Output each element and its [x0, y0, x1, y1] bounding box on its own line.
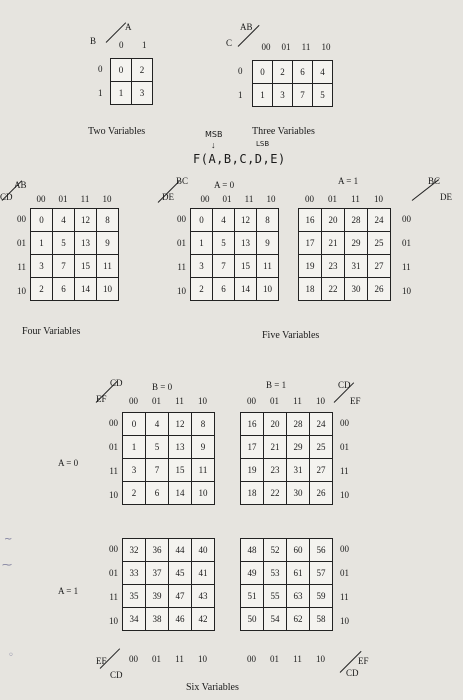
six-var-row-header: 10	[109, 616, 118, 626]
kmap-cell: 12	[75, 209, 97, 232]
msb-annotation: MSB	[205, 130, 223, 139]
kmap-cell: 6	[53, 278, 75, 301]
six-var-col-header: 01	[270, 396, 279, 406]
six-var-right-variable: EF	[350, 396, 361, 406]
five-var-row-header: 11	[177, 262, 186, 272]
kmap-cell: 22	[264, 482, 287, 505]
kmap-cell: 3	[191, 255, 213, 278]
margin-scribble-mark: ⁓	[2, 560, 12, 571]
kmap-cell: 2	[191, 278, 213, 301]
six-var-row-header: 01	[109, 442, 118, 452]
six-var-a0-label: A = 0	[58, 458, 79, 468]
six-var-bottom-left-col-variable: CD	[110, 670, 123, 680]
six-var-col-header: 01	[152, 654, 161, 664]
five-var-row-header: 10	[177, 286, 186, 296]
kmap-cell: 5	[313, 84, 333, 107]
kmap-cell: 43	[192, 585, 215, 608]
kmap-cell: 13	[169, 436, 192, 459]
five-var-col-header: 10	[266, 194, 276, 204]
six-var-bottom-left-row-variable: EF	[96, 656, 107, 666]
six-var-top-left-variable: CD	[110, 378, 123, 388]
six-var-a1-label: A = 1	[58, 586, 79, 596]
six-var-row-header: 00	[109, 544, 118, 554]
six-var-col-header: 11	[175, 654, 184, 664]
five-var-col-header: 11	[244, 194, 254, 204]
kmap-cell: 42	[192, 608, 215, 631]
kmap-cell: 8	[97, 209, 119, 232]
six-var-col-header: 11	[175, 396, 184, 406]
six-var-row-header-right: 00	[340, 418, 349, 428]
kmap-cell: 0	[111, 59, 132, 82]
kmap-cell: 26	[368, 278, 391, 301]
kmap-cell: 63	[287, 585, 310, 608]
kmap-cell: 5	[146, 436, 169, 459]
six-var-col-header: 10	[198, 654, 207, 664]
kmap-cell: 14	[169, 482, 192, 505]
six-var-col-header: 01	[152, 396, 161, 406]
kmap-cell: 9	[97, 232, 119, 255]
three-var-left-variable: C	[226, 38, 233, 48]
six-var-bottom-right-row-variable: EF	[358, 656, 369, 666]
five-var-right-side-variable: DE	[440, 192, 452, 202]
kmap-cell: 23	[264, 459, 287, 482]
kmap-cell: 15	[169, 459, 192, 482]
kmap-cell: 34	[123, 608, 146, 631]
two-variable-kmap	[80, 22, 170, 142]
kmap-cell: 2	[123, 482, 146, 505]
six-var-col-header: 10	[316, 654, 325, 664]
kmap-cell: 1	[123, 436, 146, 459]
kmap-cell: 0	[253, 61, 273, 84]
five-var-row-header-right: 11	[402, 262, 411, 272]
five-variable-kmap	[150, 172, 463, 348]
kmap-cell: 13	[75, 232, 97, 255]
five-var-caption: Five Variables	[262, 330, 320, 341]
msb-arrow-icon: ↓	[211, 140, 216, 150]
kmap-cell: 3	[31, 255, 53, 278]
four-var-row-header: 11	[17, 262, 26, 272]
kmap-cell: 27	[310, 459, 333, 482]
kmap-cell: 21	[322, 232, 345, 255]
kmap-cell: 22	[322, 278, 345, 301]
kmap-cell: 37	[146, 562, 169, 585]
six-var-left-variable: EF	[96, 394, 107, 404]
six-var-row-header: 11	[109, 466, 118, 476]
six-var-bottom-right-col-variable: CD	[346, 668, 359, 678]
six-var-row-header-right: 11	[340, 592, 349, 602]
kmap-cell: 6	[293, 61, 313, 84]
function-expression: F(A,B,C,D,E)	[193, 152, 286, 166]
five-var-left-grid	[190, 208, 279, 301]
kmap-cell: 16	[299, 209, 322, 232]
three-var-col-header: 10	[321, 42, 331, 52]
four-var-row-header: 10	[17, 286, 26, 296]
kmap-cell: 8	[257, 209, 279, 232]
six-var-row-header: 00	[109, 418, 118, 428]
two-var-col-header: 1	[142, 40, 147, 50]
kmap-cell: 38	[146, 608, 169, 631]
kmap-cell: 1	[191, 232, 213, 255]
six-var-col-header: 10	[316, 396, 325, 406]
six-var-top-left-col-headers	[122, 396, 222, 406]
kmap-cell: 41	[192, 562, 215, 585]
four-var-top-variable: AB	[14, 180, 27, 190]
five-var-col-header: 00	[305, 194, 314, 204]
five-var-left-top-variable: BC	[176, 176, 189, 186]
kmap-cell: 1	[31, 232, 53, 255]
kmap-cell: 58	[310, 608, 333, 631]
kmap-cell: 0	[191, 209, 213, 232]
six-var-col-header: 01	[270, 654, 279, 664]
kmap-cell: 14	[235, 278, 257, 301]
three-variable-kmap	[222, 22, 362, 142]
three-var-col-headers	[256, 42, 356, 52]
kmap-cell: 7	[53, 255, 75, 278]
six-var-b0-label: B = 0	[152, 382, 173, 392]
three-var-grid	[252, 60, 333, 107]
kmap-cell: 27	[368, 255, 391, 278]
five-var-row-header-right: 01	[402, 238, 411, 248]
four-var-col-header: 00	[36, 194, 46, 204]
four-var-col-headers	[30, 194, 130, 204]
three-var-col-header: 01	[281, 42, 291, 52]
kmap-cell: 6	[146, 482, 169, 505]
six-var-row-header-right: 00	[340, 544, 349, 554]
kmap-cell: 24	[310, 413, 333, 436]
six-var-caption: Six Variables	[186, 682, 239, 693]
kmap-cell: 3	[273, 84, 293, 107]
five-var-col-header: 11	[351, 194, 360, 204]
two-var-col-header: 0	[119, 40, 124, 50]
kmap-cell: 14	[75, 278, 97, 301]
six-var-col-header: 00	[247, 396, 256, 406]
kmap-cell: 29	[287, 436, 310, 459]
kmap-cell: 26	[310, 482, 333, 505]
six-var-top-right-col-headers	[240, 396, 340, 406]
kmap-cell: 2	[273, 61, 293, 84]
kmap-cell: 19	[241, 459, 264, 482]
five-var-row-header: 01	[177, 238, 186, 248]
six-var-q10-grid	[122, 538, 215, 631]
two-var-grid	[110, 58, 153, 105]
six-var-q01-grid	[240, 412, 333, 505]
kmap-cell: 7	[213, 255, 235, 278]
kmap-cell: 8	[192, 413, 215, 436]
five-var-row-header-right: 10	[402, 286, 411, 296]
four-variable-kmap	[0, 176, 130, 346]
kmap-cell: 2	[132, 59, 153, 82]
kmap-cell: 11	[192, 459, 215, 482]
kmap-cell: 5	[53, 232, 75, 255]
kmap-cell: 10	[257, 278, 279, 301]
six-var-row-header-right: 10	[340, 490, 349, 500]
kmap-cell: 18	[241, 482, 264, 505]
four-var-col-header: 10	[102, 194, 112, 204]
lsb-annotation: LSB	[256, 140, 270, 148]
six-var-b1-label: B = 1	[266, 380, 287, 390]
kmap-cell: 48	[241, 539, 264, 562]
kmap-cell: 51	[241, 585, 264, 608]
margin-scribble-mark: ◦	[8, 650, 14, 661]
kmap-cell: 31	[345, 255, 368, 278]
kmap-cell: 35	[123, 585, 146, 608]
five-var-col-header: 01	[222, 194, 232, 204]
kmap-cell: 0	[123, 413, 146, 436]
kmap-cell: 6	[213, 278, 235, 301]
three-var-row-header: 0	[238, 66, 243, 76]
kmap-cell: 0	[31, 209, 53, 232]
kmap-cell: 44	[169, 539, 192, 562]
kmap-cell: 21	[264, 436, 287, 459]
three-var-row-header: 1	[238, 90, 243, 100]
six-var-col-header: 10	[198, 396, 207, 406]
three-var-col-header: 00	[261, 42, 271, 52]
kmap-cell: 13	[235, 232, 257, 255]
kmap-cell: 17	[299, 232, 322, 255]
two-var-row-header: 0	[98, 64, 103, 74]
four-var-grid	[30, 208, 119, 301]
kmap-cell: 4	[313, 61, 333, 84]
six-var-q00-grid	[122, 412, 215, 505]
kmap-cell: 1	[111, 82, 132, 105]
five-var-right-grid	[298, 208, 391, 301]
kmap-cell: 30	[345, 278, 368, 301]
kmap-cell: 25	[310, 436, 333, 459]
kmap-cell: 36	[146, 539, 169, 562]
six-var-bottom-left-col-headers	[122, 654, 222, 664]
kmap-cell: 55	[264, 585, 287, 608]
kmap-cell: 15	[75, 255, 97, 278]
six-var-row-header-right: 11	[340, 466, 349, 476]
kmap-cell: 45	[169, 562, 192, 585]
three-var-caption: Three Variables	[252, 126, 315, 137]
six-var-bottom-right-col-headers	[240, 654, 340, 664]
two-var-top-variable: A	[125, 22, 132, 32]
six-var-col-header: 00	[129, 396, 138, 406]
five-var-col-header: 00	[200, 194, 210, 204]
four-var-caption: Four Variables	[22, 326, 81, 337]
six-var-col-header: 11	[293, 396, 302, 406]
kmap-cell: 4	[146, 413, 169, 436]
kmap-cell: 19	[299, 255, 322, 278]
four-var-col-header: 01	[58, 194, 68, 204]
five-var-left-col-headers	[194, 194, 294, 204]
kmap-cell: 46	[169, 608, 192, 631]
kmap-cell: 7	[293, 84, 313, 107]
kmap-cell: 40	[192, 539, 215, 562]
kmap-cell: 28	[287, 413, 310, 436]
two-var-left-variable: B	[90, 36, 97, 46]
kmap-cell: 60	[287, 539, 310, 562]
five-var-a1-label: A = 1	[338, 176, 359, 186]
kmap-cell: 3	[123, 459, 146, 482]
six-var-row-header: 11	[109, 592, 118, 602]
kmap-cell: 4	[213, 209, 235, 232]
kmap-cell: 17	[241, 436, 264, 459]
five-var-right-top-variable: BC	[428, 176, 441, 186]
kmap-cell: 4	[53, 209, 75, 232]
six-var-top-right-variable: CD	[338, 380, 351, 390]
margin-scribble-mark: ~	[4, 534, 13, 545]
two-var-row-header: 1	[98, 88, 103, 98]
kmap-cell: 18	[299, 278, 322, 301]
kmap-cell: 53	[264, 562, 287, 585]
kmap-cell: 30	[287, 482, 310, 505]
kmap-cell: 59	[310, 585, 333, 608]
six-var-col-header: 00	[129, 654, 138, 664]
kmap-cell: 47	[169, 585, 192, 608]
kmap-cell: 16	[241, 413, 264, 436]
four-var-row-header: 01	[17, 238, 26, 248]
kmap-cell: 7	[146, 459, 169, 482]
kmap-cell: 33	[123, 562, 146, 585]
kmap-cell: 56	[310, 539, 333, 562]
kmap-cell: 28	[345, 209, 368, 232]
kmap-cell: 11	[257, 255, 279, 278]
kmap-cell: 20	[322, 209, 345, 232]
five-var-col-header: 10	[374, 194, 383, 204]
five-var-row-header-right: 00	[402, 214, 411, 224]
kmap-cell: 9	[257, 232, 279, 255]
kmap-cell: 2	[31, 278, 53, 301]
kmap-cell: 1	[253, 84, 273, 107]
four-var-col-header: 11	[80, 194, 90, 204]
five-var-left-side-variable: DE	[162, 192, 174, 202]
kmap-cell: 9	[192, 436, 215, 459]
kmap-cell: 5	[213, 232, 235, 255]
six-var-row-header: 01	[109, 568, 118, 578]
kmap-cell: 61	[287, 562, 310, 585]
two-var-caption: Two Variables	[88, 126, 146, 137]
three-var-col-header: 11	[301, 42, 311, 52]
kmap-cell: 62	[287, 608, 310, 631]
four-var-left-variable: CD	[0, 192, 13, 202]
five-var-a0-label: A = 0	[214, 180, 235, 190]
five-var-row-header: 00	[177, 214, 186, 224]
kmap-cell: 25	[368, 232, 391, 255]
kmap-cell: 23	[322, 255, 345, 278]
six-var-row-header-right: 01	[340, 442, 349, 452]
kmap-cell: 10	[192, 482, 215, 505]
kmap-cell: 52	[264, 539, 287, 562]
kmap-cell: 12	[169, 413, 192, 436]
kmap-cell: 29	[345, 232, 368, 255]
six-variable-kmap	[40, 372, 463, 700]
kmap-cell: 49	[241, 562, 264, 585]
six-var-col-header: 11	[293, 654, 302, 664]
kmap-cell: 57	[310, 562, 333, 585]
six-var-row-header-right: 10	[340, 616, 349, 626]
three-var-top-variable: AB	[240, 22, 253, 32]
kmap-cell: 3	[132, 82, 153, 105]
four-var-row-header: 00	[17, 214, 26, 224]
kmap-cell: 15	[235, 255, 257, 278]
six-var-q11-grid	[240, 538, 333, 631]
kmap-cell: 12	[235, 209, 257, 232]
kmap-cell: 39	[146, 585, 169, 608]
kmap-cell: 10	[97, 278, 119, 301]
kmap-cell: 32	[123, 539, 146, 562]
kmap-cell: 20	[264, 413, 287, 436]
six-var-row-header: 10	[109, 490, 118, 500]
kmap-cell: 24	[368, 209, 391, 232]
six-var-col-header: 00	[247, 654, 256, 664]
six-var-row-header-right: 01	[340, 568, 349, 578]
five-var-right-col-headers	[298, 194, 398, 204]
kmap-cell: 31	[287, 459, 310, 482]
kmap-cell: 54	[264, 608, 287, 631]
five-var-col-header: 01	[328, 194, 337, 204]
kmap-cell: 11	[97, 255, 119, 278]
kmap-cell: 50	[241, 608, 264, 631]
